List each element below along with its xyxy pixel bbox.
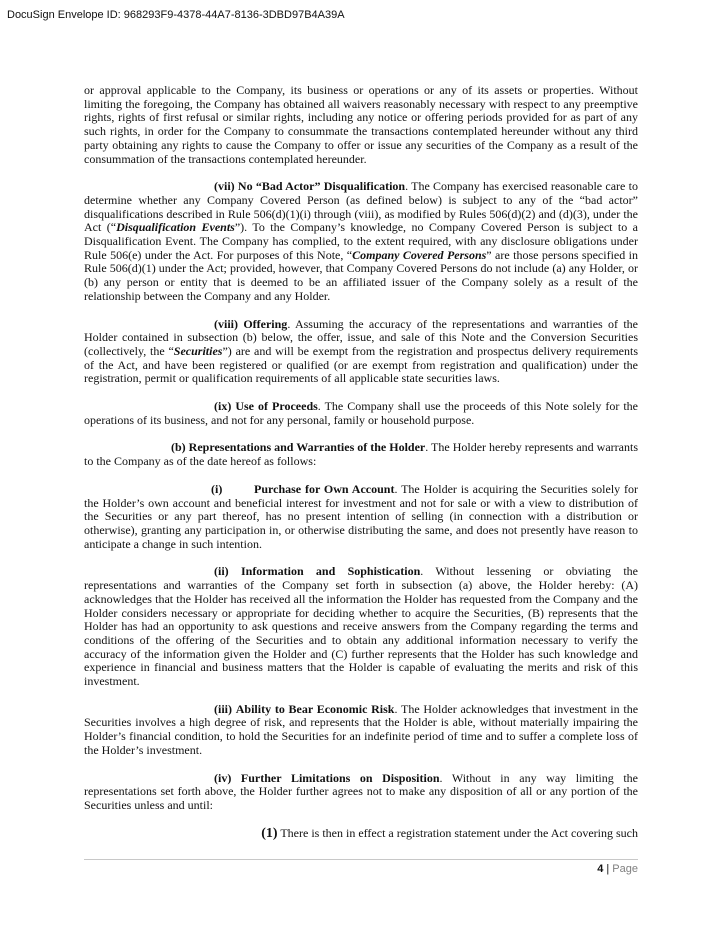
section-ii-number: (ii) [214,564,229,579]
section-vii-text-1: . The Company has exercised reasonable care to determine whether any Company Covered Person (as defined below) is subject to any of the “bad actor” disqualifications described in Rule 506(d)(1)(i) through (viii), as modified by Rules 506(d)(2) and (d)(3), under the Act (“ [84,179,638,235]
document-page [84,84,638,840]
section-iv-number: (iv) [214,770,232,785]
section-b-heading: (b) Representations and Warranties of the Holder [171,440,426,455]
section-iv [84,772,638,813]
section-viii-text-2: ”) are and will be exempt from the registration and prospectus delivery requirements of the Act, and have been registered or qualified (or are exempt from registration and qualification) under the registration, permit or qualification requirements of all applicable state securities laws. [84,343,638,386]
docusign-envelope-id: DocuSign Envelope ID: 968293F9-4378-44A7-8136-3DBD97B4A39A [7,9,345,21]
section-iii-text: . The Holder acknowledges that investment in the Securities involves a high degree of risk, and represents that the Holder is able, without materially impairing the Holder’s financial condition, to hold the Securities for an indefinite period of time and to suffer a complete loss of the Holder’s investment. [84,701,639,757]
section-ix-text: . The Company shall use the proceeds of this Note solely for the operations of its business, and not for any personal, family or household purpose. [84,399,639,427]
section-viii-number: (viii) [214,316,238,331]
section-viii-text-1: . Assuming the accuracy of the representations and warranties of the Holder contained in subsection (b) below, the offer, issue, and sale of this Note and the Conversion Securities (collectively, the “ [84,316,638,358]
section-ii-text: . Without lessening or obviating the representations and warranties of the Company set forth in subsection (a) above, the Holder hereby: (A) acknowledges that the Holder has received all the information the Holder has requested from the Company and the Holder considers necessary or appropriate for deciding whether to acquire the Securities, (B) represents that the Holder has had an opportunity to ask questions and receive answers from the Company regarding the terms and conditions of the offering of the Securities and to obtain any additional information necessary to verify the accuracy of the information given the Holder and (C) further represents that the Holder has such knowledge and experience in financial and business matters that the Holder is capable of evaluating the merits and risk of this investment. [84,564,639,689]
section-ix-number: (ix) [214,399,232,414]
term-company-covered-persons: Company Covered Persons [352,247,487,262]
section-iii [84,703,638,758]
section-i-text: . The Holder is acquiring the Securities solely for the Holder’s own account and beneficial interest for investment and not for sale or with a view to distribution of the Securities or any part thereof, has no present intention of selling (in connection with a distribution or otherwise), granting any participation in, or otherwise distributing the same, and does not presently have reason to anticipate a change in such intention. [84,481,639,551]
section-viii-title: Offering [243,316,288,331]
subsection-1-number: (1) [261,825,278,841]
footer-divider [84,859,638,860]
section-vii [84,180,638,303]
section-i-title: Purchase for Own Account [254,481,395,496]
subsection-1 [84,827,638,841]
section-ix [84,400,638,427]
section-i-number: (i) [211,481,223,496]
section-iii-title: Ability to Bear Economic Risk [235,701,395,716]
page-separator: | [606,863,610,875]
paragraph-compliance: or approval applicable to the Company, its business or operations or any of its assets or properties. Without limiting the foregoing, the Company has obtained all waivers reasonably necessary with respect to any preemptive rights, rights of first refusal or similar rights, including any notice or offering periods provided for as part of any such rights, in order for the Company to consummate the transactions contemplated hereunder without any third party obtaining any rights to cause the Company to offer or issue any securities of the Company as a result of the consummation of the transactions contemplated hereunder. [84,83,638,166]
section-ii [84,565,638,688]
section-vii-text-3: ” are those persons specified in Rule 506(d)(1) under the Act; provided, however, that Company Covered Persons do not include (a) any Holder, or (b) any person or entity that is deemed to be an affiliated issuer of the Company solely as a result of the relationship between the Company and any Holder. [84,247,638,303]
page-number: 4 [597,863,604,875]
section-iv-text: . Without in any way limiting the representations set forth above, the Holder further agrees not to make any disposition of all or any portion of the Securities unless and until: [84,770,638,812]
page-footer [597,863,638,875]
section-ii-title: Information and Sophistication [240,564,421,579]
subsection-1-text: There is then in effect a registration statement under the Act covering such [280,825,638,840]
section-iii-number: (iii) [214,701,232,716]
section-iv-title: Further Limitations on Disposition [240,770,440,785]
section-viii [84,318,638,387]
section-vii-text-2: ”). To the Company’s knowledge, no Company Covered Person is subject to a Disqualification Event. The Company has complied, to the extent required, with any disclosure obligations under Rule 506(e) under the Act. For purposes of this Note, “ [84,220,638,262]
section-i [84,483,638,552]
section-ix-title: Use of Proceeds [235,399,318,414]
term-securities: Securities [173,343,223,358]
section-b [84,441,638,468]
section-b-text: . The Holder hereby represents and warrants to the Company as of the date hereof as follows: [84,440,639,469]
page-label: Page [612,863,638,875]
section-vii-heading: (vii) No “Bad Actor” Disqualification [214,179,406,194]
term-disqualification-events: Disqualification Events [116,220,235,235]
